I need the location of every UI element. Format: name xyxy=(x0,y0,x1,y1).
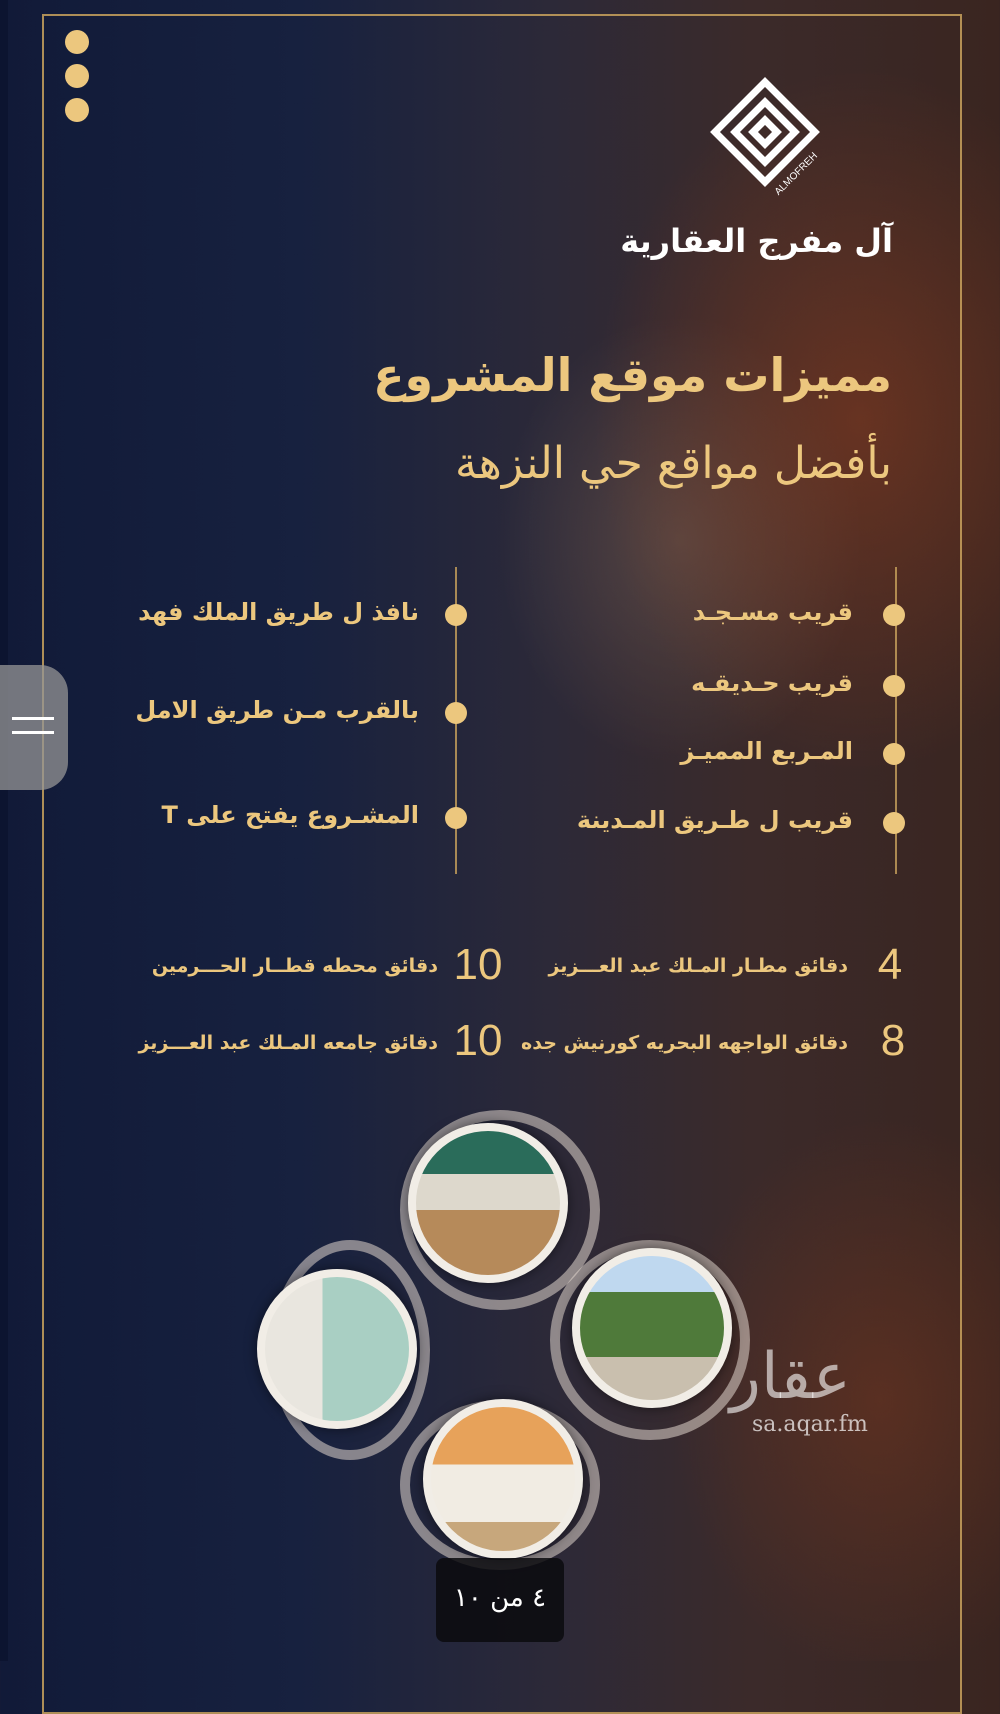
feature-item: قريب حـديقـه xyxy=(691,669,853,697)
watermark-logo: عقار xyxy=(730,1340,851,1414)
distance-label: دقائق مطـار المـلك عبد العـــزيز xyxy=(548,955,848,977)
photo-park xyxy=(572,1248,732,1408)
handle-line-icon xyxy=(12,717,54,720)
distance-minutes: 4 xyxy=(877,940,903,989)
decor-dot xyxy=(65,30,89,54)
left-edge xyxy=(0,0,8,1661)
feature-item: قريب مسـجـد xyxy=(692,598,853,626)
distance-label: دقائق الواجهه البحريه كورنيش جده xyxy=(521,1032,848,1054)
bullet xyxy=(445,702,467,724)
photo-classroom xyxy=(408,1123,568,1283)
brand-logo xyxy=(700,72,830,202)
decor-dot xyxy=(65,98,89,122)
handle-line-icon xyxy=(12,731,54,734)
distance-minutes: 10 xyxy=(453,1016,503,1065)
distance-label: دقائق جامعه المـلك عبد العـــزيز xyxy=(138,1032,438,1054)
photo-mosque xyxy=(423,1399,583,1559)
feature-item: نافذ ل طريق الملك فهد xyxy=(138,598,419,626)
bullet xyxy=(445,807,467,829)
feature-item: بالقرب مـن طريق الامل xyxy=(135,696,419,724)
bullet xyxy=(883,812,905,834)
page-title: مميزات موقع المشروع xyxy=(373,348,892,402)
page-subtitle: بأفضل مواقع حي النزهة xyxy=(455,438,892,489)
bullet xyxy=(445,604,467,626)
bullet xyxy=(883,743,905,765)
feature-item: المشـروع يفتح على T xyxy=(161,801,419,829)
company-name: آل مفرج العقارية xyxy=(620,222,893,260)
feature-item: قريب ل طـريق المـدينة xyxy=(576,806,853,834)
decor-dot xyxy=(65,64,89,88)
page-counter: ٤ من ١٠ xyxy=(436,1558,564,1642)
svg-text:ALMOFREH: ALMOFREH xyxy=(772,150,820,198)
feature-item: المـربع المميـز xyxy=(680,737,853,765)
distance-minutes: 10 xyxy=(453,940,503,989)
bullet xyxy=(883,675,905,697)
distance-minutes: 8 xyxy=(880,1016,906,1065)
distance-label: دقائق محطه قطــار الحـــرمين xyxy=(151,955,438,977)
bullet xyxy=(883,604,905,626)
photo-hospital-room xyxy=(257,1269,417,1429)
watermark-url: sa.aqar.fm xyxy=(752,1412,868,1437)
kufic-logo-icon xyxy=(700,72,830,202)
side-drawer-handle[interactable] xyxy=(0,665,68,790)
